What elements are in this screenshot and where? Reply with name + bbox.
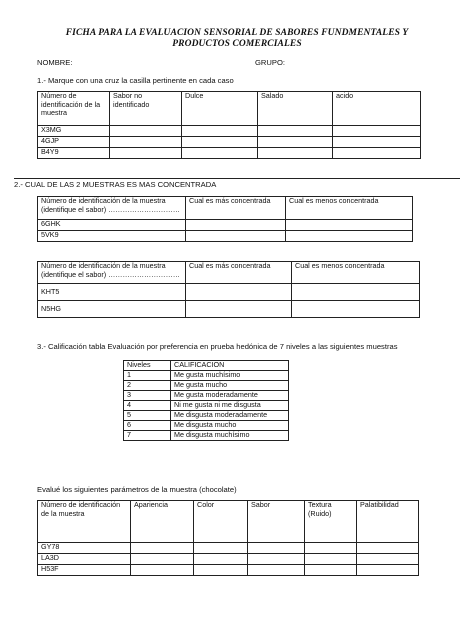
- level-description: Me disgusta muchísimo: [171, 431, 289, 441]
- answer-cell[interactable]: [186, 231, 286, 242]
- q1-header-cell: Dulce: [182, 92, 258, 126]
- table-row: [124, 381, 289, 391]
- q2a-header-row: [38, 197, 413, 220]
- level-description: Me disgusta mucho: [171, 421, 289, 431]
- q4-header-cell: Color: [194, 501, 248, 543]
- sample-id: 5VK9: [38, 231, 186, 242]
- q1-table: [37, 91, 421, 159]
- score-cell[interactable]: [131, 543, 194, 554]
- q3-heading: 3.- Calificación tabla Evaluación por preferencia en prueba hedónica de 7 niveles a las siguientes muestras: [37, 342, 398, 351]
- level-description: Me gusta mucho: [171, 381, 289, 391]
- score-cell[interactable]: [248, 565, 305, 576]
- mark-cell[interactable]: [182, 148, 258, 159]
- sample-id: KHT5: [38, 284, 186, 301]
- page-title-line-1: FICHA PARA LA EVALUACION SENSORIAL DE SABORES FUNDMENTALES Y: [65, 28, 409, 38]
- q1-header-row: [38, 92, 421, 126]
- q2a-header-cell: Número de identificación de la muestra (identifique el sabor) …………………………: [38, 197, 186, 220]
- level-number: 1: [124, 371, 171, 381]
- level-description: Me gusta moderadamente: [171, 391, 289, 401]
- table-row: [124, 391, 289, 401]
- score-cell[interactable]: [248, 554, 305, 565]
- mark-cell[interactable]: [258, 126, 333, 137]
- sample-id: 6GHK: [38, 220, 186, 231]
- score-cell[interactable]: [248, 543, 305, 554]
- mark-cell[interactable]: [110, 148, 182, 159]
- answer-cell[interactable]: [186, 220, 286, 231]
- nombre-label: NOMBRE:: [37, 58, 73, 67]
- answer-cell[interactable]: [286, 231, 413, 242]
- level-number: 5: [124, 411, 171, 421]
- q1-header-cell: acido: [333, 92, 421, 126]
- q1-header-cell: Sabor no identificado: [110, 92, 182, 126]
- q1-instruction: 1.- Marque con una cruz la casilla pertinente en cada caso: [37, 76, 234, 85]
- answer-cell[interactable]: [186, 301, 292, 318]
- answer-cell[interactable]: [286, 220, 413, 231]
- q2b-header-cell: Número de identificación de la muestra (identifique el sabor) …………………………: [38, 262, 186, 284]
- q4-header-cell: Sabor: [248, 501, 305, 543]
- table-row: [38, 543, 419, 554]
- q4-heading: Evalué los siguientes parámetros de la muestra (chocolate): [37, 485, 237, 494]
- mark-cell[interactable]: [258, 148, 333, 159]
- table-row: [124, 421, 289, 431]
- q4-parameters-table: [37, 500, 419, 576]
- level-number: 6: [124, 421, 171, 431]
- mark-cell[interactable]: [333, 148, 421, 159]
- q2a-header-cell: Cual es más concentrada: [186, 197, 286, 220]
- level-description: Me disgusta moderadamente: [171, 411, 289, 421]
- sample-id: 4GJP: [38, 137, 110, 148]
- table-row: [124, 431, 289, 441]
- score-cell[interactable]: [305, 543, 357, 554]
- q3-header-row: [124, 361, 289, 371]
- level-description: Me gusta muchísimo: [171, 371, 289, 381]
- score-cell[interactable]: [194, 543, 248, 554]
- q2-heading: 2.- CUAL DE LAS 2 MUESTRAS ES MAS CONCENTRADA: [14, 180, 217, 189]
- mark-cell[interactable]: [110, 137, 182, 148]
- q4-header-row: [38, 501, 419, 543]
- q4-header-cell: Número de identificación de la muestra: [38, 501, 131, 543]
- score-cell[interactable]: [357, 554, 419, 565]
- table-row: [38, 137, 421, 148]
- mark-cell[interactable]: [333, 137, 421, 148]
- table-row: [38, 565, 419, 576]
- sample-id: H53F: [38, 565, 131, 576]
- mark-cell[interactable]: [182, 126, 258, 137]
- q2b-header-cell: Cual es más concentrada: [186, 262, 292, 284]
- level-description: Ni me gusta ni me disgusta: [171, 401, 289, 411]
- mark-cell[interactable]: [333, 126, 421, 137]
- section-divider: [14, 178, 460, 179]
- q2-table-b: [37, 261, 420, 318]
- score-cell[interactable]: [357, 543, 419, 554]
- q4-header-cell: Textura (Ruido): [305, 501, 357, 543]
- level-number: 2: [124, 381, 171, 391]
- level-number: 4: [124, 401, 171, 411]
- mark-cell[interactable]: [182, 137, 258, 148]
- q2a-header-cell: Cual es menos concentrada: [286, 197, 413, 220]
- q2-table-a: [37, 196, 413, 242]
- q1-header-cell: Número de identificación de la muestra: [38, 92, 110, 126]
- table-row: [38, 231, 413, 242]
- table-row: [124, 371, 289, 381]
- table-row: [38, 554, 419, 565]
- sample-id: LA3D: [38, 554, 131, 565]
- table-row: [38, 220, 413, 231]
- answer-cell[interactable]: [292, 284, 420, 301]
- answer-cell[interactable]: [186, 284, 292, 301]
- level-number: 3: [124, 391, 171, 401]
- score-cell[interactable]: [131, 554, 194, 565]
- q2b-header-row: [38, 262, 420, 284]
- q3-header-cell: CALIFICACION: [171, 361, 289, 371]
- sample-id: X3MG: [38, 126, 110, 137]
- table-row: [124, 401, 289, 411]
- score-cell[interactable]: [357, 565, 419, 576]
- sample-id: B4Y9: [38, 148, 110, 159]
- table-row: [38, 284, 420, 301]
- score-cell[interactable]: [194, 554, 248, 565]
- table-row: [38, 126, 421, 137]
- q4-header-cell: Apariencia: [131, 501, 194, 543]
- q4-header-cell: Palatibilidad: [357, 501, 419, 543]
- table-row: [38, 148, 421, 159]
- level-number: 7: [124, 431, 171, 441]
- q2b-header-cell: Cual es menos concentrada: [292, 262, 420, 284]
- score-cell[interactable]: [305, 565, 357, 576]
- table-row: [38, 301, 420, 318]
- sample-id: N5HG: [38, 301, 186, 318]
- grupo-label: GRUPO:: [255, 58, 285, 67]
- score-cell[interactable]: [305, 554, 357, 565]
- mark-cell[interactable]: [258, 137, 333, 148]
- score-cell[interactable]: [131, 565, 194, 576]
- mark-cell[interactable]: [110, 126, 182, 137]
- score-cell[interactable]: [194, 565, 248, 576]
- q1-header-cell: Salado: [258, 92, 333, 126]
- sample-id: GY78: [38, 543, 131, 554]
- page-title-line-2: PRODUCTOS COMERCIALES: [172, 39, 302, 49]
- q3-header-cell: Niveles: [124, 361, 171, 371]
- answer-cell[interactable]: [292, 301, 420, 318]
- table-row: [124, 411, 289, 421]
- q3-hedonic-table: [123, 360, 289, 441]
